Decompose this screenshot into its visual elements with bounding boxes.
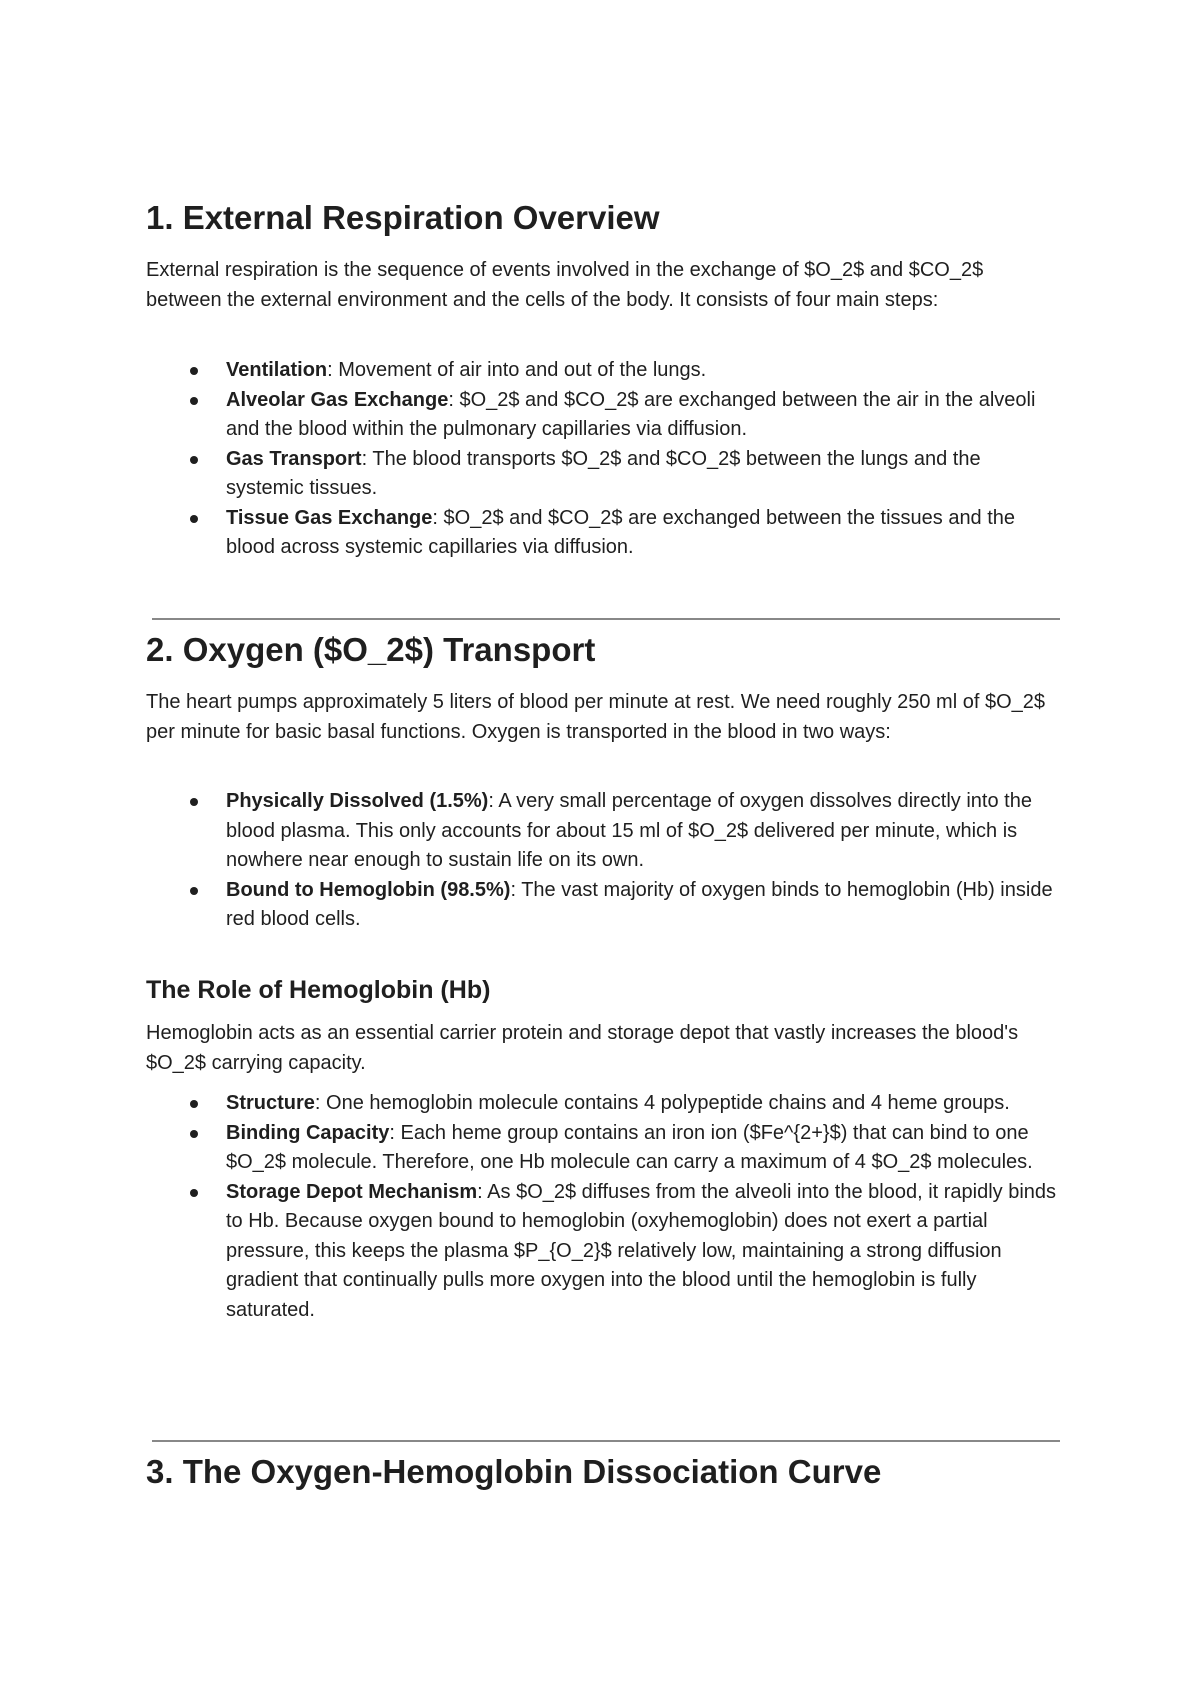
- bullet-icon: [190, 1189, 198, 1197]
- bullet-icon: [190, 456, 198, 464]
- list-item-term: Tissue Gas Exchange: [226, 506, 433, 529]
- list-item-text: : The vast majority of oxygen binds to hemoglobin (Hb) inside red blood cells.: [226, 878, 1053, 930]
- section-2-list: [146, 787, 1060, 935]
- list-item-term: Structure: [226, 1092, 315, 1114]
- section-2-heading: 2. Oxygen ($O_2$) Transport: [146, 631, 596, 668]
- section-3-heading: 3. The Oxygen-Hemoglobin Dissociation Curve: [146, 1453, 882, 1490]
- bullet-icon: [190, 1100, 198, 1108]
- list-item: [146, 356, 1060, 386]
- list-item: [146, 1119, 1060, 1178]
- list-item: [146, 1178, 1060, 1326]
- section-1-list: [146, 356, 1060, 563]
- section-2-intro: The heart pumps approximately 5 liters of blood per minute at rest. We need roughly 250 ml of $O_2$ per minute for basic basal functions. Oxygen is transported in the blood in two ways:: [146, 691, 1046, 743]
- hemoglobin-subheading: The Role of Hemoglobin (Hb): [146, 976, 491, 1004]
- list-item-term: Bound to Hemoglobin (98.5%): [226, 878, 511, 901]
- list-item-text: : One hemoglobin molecule contains 4 polypeptide chains and 4 heme groups.: [314, 1092, 1010, 1114]
- list-item-term: Gas Transport: [226, 447, 362, 470]
- list-item-text: : $O_2$ and $CO_2$ are exchanged between the tissues and the blood across systemic capillaries via diffusion.: [226, 506, 1016, 558]
- list-item-text: : Each heme group contains an iron ion ($Fe^{2+}$) that can bind to one $O_2$ molecule. Therefore, one Hb molecule can carry a maximum of 4 $O_2$ molecules.: [226, 1121, 1033, 1173]
- list-item-text: : $O_2$ and $CO_2$ are exchanged between the air in the alveoli and the blood within the pulmonary capillaries via diffusion.: [226, 388, 1036, 440]
- list-item-text: : Movement of air into and out of the lungs.: [327, 359, 707, 381]
- list-item-term: Binding Capacity: [226, 1121, 390, 1144]
- hemoglobin-list: [146, 1089, 1060, 1325]
- list-item: [146, 445, 1060, 504]
- bullet-icon: [190, 798, 198, 806]
- bullet-icon: [190, 397, 198, 405]
- list-item-text: : As $O_2$ diffuses from the alveoli into the blood, it rapidly binds to Hb. Because oxygen bound to hemoglobin (oxyhemoglobin) does not exert a partial pressure, this keeps the plasma $P_{O_2}$ relatively low, maintaining a strong diffusion gradient that continually pulls more oxygen into the blood until the hemoglobin is fully saturated.: [226, 1180, 1057, 1321]
- list-item: [146, 386, 1060, 445]
- list-item: [146, 876, 1060, 935]
- section-1-heading: 1. External Respiration Overview: [146, 199, 660, 236]
- list-item-term: Ventilation: [226, 359, 328, 381]
- list-item: [146, 504, 1060, 563]
- bullet-icon: [190, 515, 198, 523]
- list-item-text: : The blood transports $O_2$ and $CO_2$ between the lungs and the systemic tissues.: [226, 447, 981, 499]
- list-item-term: Storage Depot Mechanism: [226, 1180, 478, 1203]
- bullet-icon: [190, 367, 198, 375]
- hemoglobin-intro: Hemoglobin acts as an essential carrier protein and storage depot that vastly increases the blood's $O_2$ carrying capacity.: [146, 1022, 1019, 1074]
- section-1-intro: External respiration is the sequence of events involved in the exchange of $O_2$ and $CO_2$ between the external environment and the cells of the body. It consists of four main steps:: [146, 259, 984, 311]
- bullet-icon: [190, 887, 198, 895]
- list-item: [146, 787, 1060, 876]
- list-item-term: Alveolar Gas Exchange: [226, 388, 449, 411]
- list-item: [146, 1089, 1060, 1119]
- bullet-icon: [190, 1130, 198, 1138]
- list-item-text: : A very small percentage of oxygen dissolves directly into the blood plasma. This only accounts for about 15 ml of $O_2$ delivered per minute, which is nowhere near enough to sustain life on its own.: [226, 790, 1032, 871]
- list-item-term: Physically Dissolved (1.5%): [226, 790, 489, 812]
- section-divider: [152, 1440, 1060, 1442]
- section-divider: [152, 618, 1060, 620]
